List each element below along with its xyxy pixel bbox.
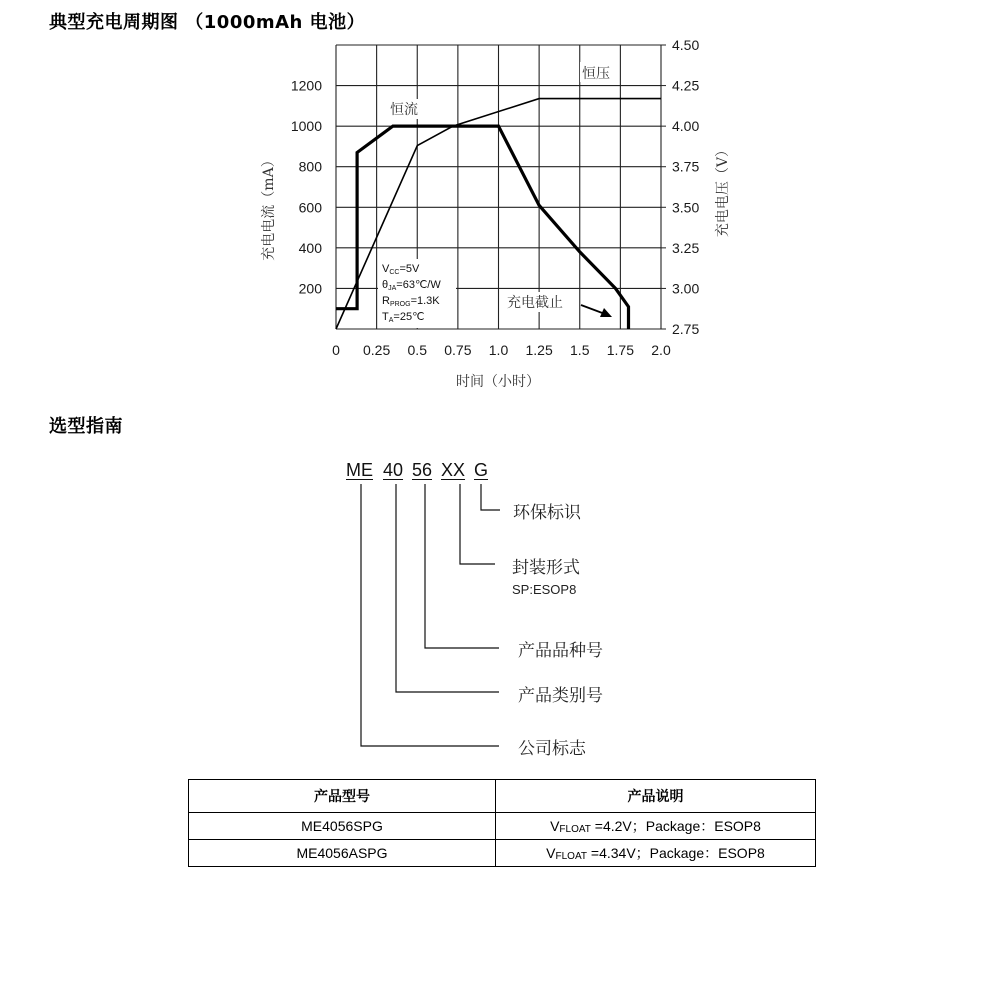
condition-line: VCC=5V [382,263,420,276]
chart-ticks [260,37,731,390]
chart-section-title: 典型充电周期图 （1000mAh 电池） [49,12,366,33]
y-axis-label: 充电电流（mA） [261,153,277,261]
y2-tick-label: 3.50 [672,199,700,216]
cell-model: ME4056ASPG [189,840,496,867]
desc-company-logo: 公司标志 [518,739,586,759]
x-axis-label: 时间（小时） [456,374,540,390]
cell-description [496,813,816,840]
y2-tick-label: 4.50 [672,37,700,53]
product-selection-table [188,779,816,867]
x-tick-label: 0.75 [444,342,472,358]
pn-segment-g: G [474,460,489,480]
cell-model: ME4056SPG [189,813,496,840]
condition-line: θJA=63℃/W [382,279,441,292]
y2-tick-label: 4.25 [672,77,700,94]
y2-tick-label: 4.00 [672,118,700,135]
y-tick-label: 1200 [290,77,322,94]
condition-line: TA=25℃ [382,311,425,324]
y2-tick-label: 3.75 [672,158,700,175]
description-text: =4.34V；Package：ESOP8 [587,845,765,861]
y-tick-label: 800 [298,158,322,175]
vfloat-subscript: FLOAT [555,851,587,862]
x-tick-label: 0 [332,342,340,358]
x-tick-label: 0.25 [363,342,391,358]
y-tick-label: 200 [298,280,322,297]
desc-package-code: SP:ESOP8 [512,582,577,597]
x-tick-label: 1.25 [525,342,553,358]
table-header-row [189,780,816,813]
header-model: 产品型号 [189,780,496,813]
cutoff-label: 充电截止 [507,295,563,311]
y-tick-label: 600 [298,199,322,216]
cc-label: 恒流 [390,102,418,118]
desc-product-variant: 产品品种号 [518,641,603,661]
cell-description [496,840,816,867]
pn-segment-xx: XX [441,460,466,480]
vfloat-symbol: V [546,845,556,861]
header-description: 产品说明 [496,780,816,813]
vfloat-subscript: FLOAT [559,824,591,835]
y2-tick-label: 3.00 [672,280,700,297]
table-row [189,840,816,867]
cutoff-arrow [581,305,605,314]
charge-cycle-chart [0,0,991,400]
y-tick-label: 400 [298,239,322,256]
vfloat-symbol: V [550,818,560,834]
x-tick-label: 0.5 [407,342,427,358]
x-tick-label: 1.5 [570,342,590,358]
condition-line: RPROG=1.3K [382,295,440,308]
pn-segment-56: 56 [412,460,433,480]
x-tick-label: 2.0 [651,342,671,358]
x-tick-label: 1.75 [606,342,634,358]
desc-package-form: 封装形式 [512,558,580,578]
y2-tick-label: 2.75 [672,321,700,337]
y2-tick-label: 3.25 [672,239,700,256]
x-tick-label: 1.0 [488,342,509,358]
selection-guide-title: 选型指南 [49,416,123,437]
description-text: =4.2V；Package：ESOP8 [590,818,761,834]
cv-label: 恒压 [582,66,610,82]
desc-eco-mark: 环保标识 [513,503,581,523]
pn-segment-40: 40 [383,460,404,480]
y2-axis-label: 充电电压（V） [715,142,731,238]
y-tick-label: 1000 [290,118,322,135]
table-row [189,813,816,840]
pn-segment-me: ME [346,460,373,480]
desc-product-category: 产品类别号 [518,686,603,706]
